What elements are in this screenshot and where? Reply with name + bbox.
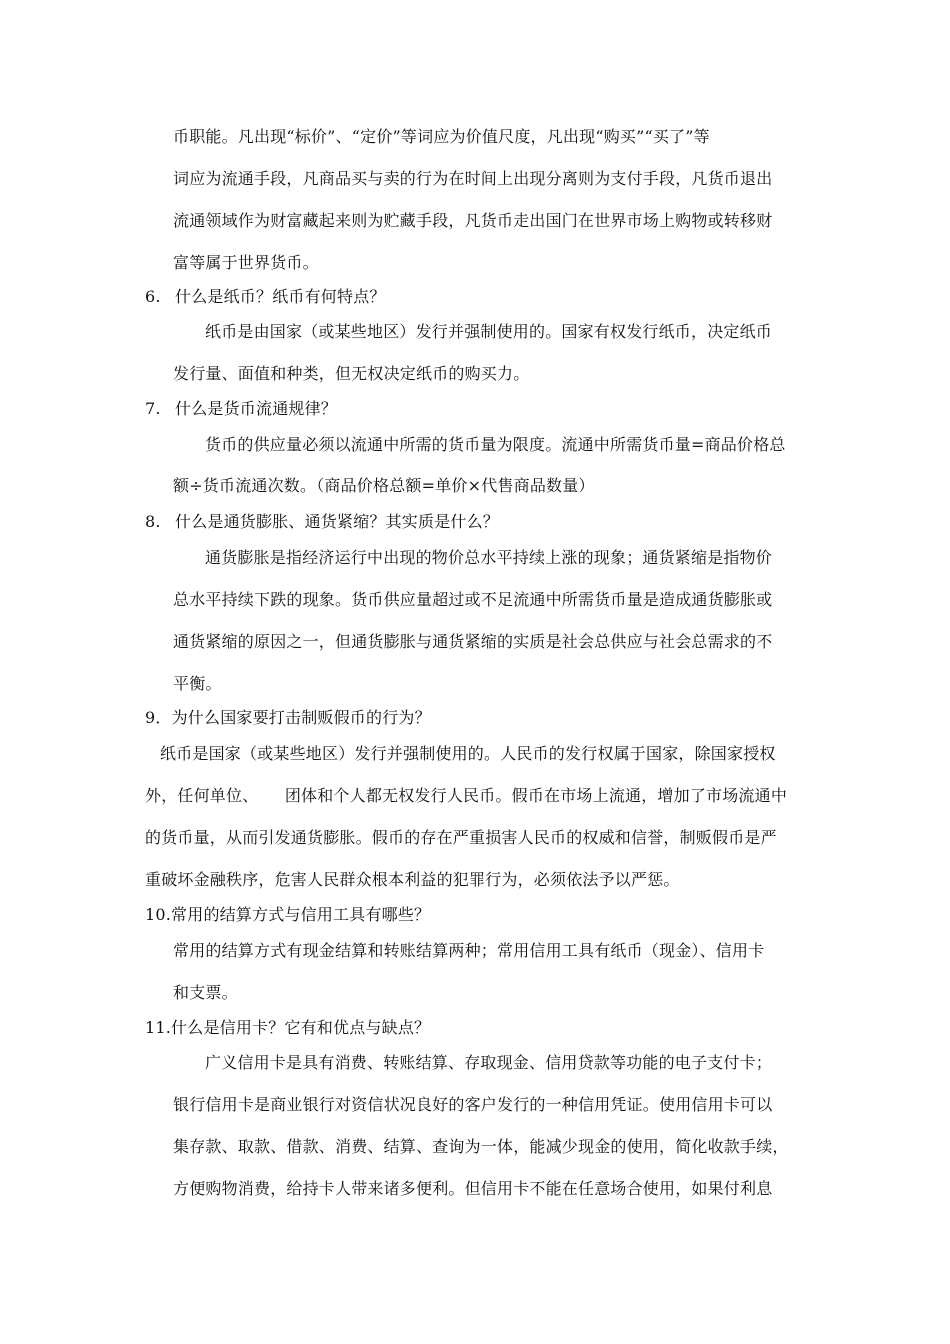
question-10 (145, 905, 430, 925)
answer-6-line-1: 纸币是由国家（或某些地区）发行并强制使用的。国家有权发行纸币，决定纸币 (205, 322, 773, 341)
answer-8-line-1: 通货膨胀是指经济运行中出现的物价总水平持续上涨的现象；通货紧缩是指物价 (205, 548, 773, 567)
answer-7-line-2: 额÷货币流通次数。（商品价格总额=单价×代售商品数量） (173, 476, 595, 495)
answer-11-line-1: 广义信用卡是具有消费、转账结算、存取现金、信用贷款等功能的电子支付卡； (205, 1053, 773, 1072)
question-11-text: 什么是信用卡？它有和优点与缺点？ (171, 1018, 431, 1037)
answer-9-line-4: 重破坏金融秩序，危害人民群众根本利益的犯罪行为，必须依法予以严惩。 (145, 870, 680, 889)
answer-9-line-2: 外，任何单位、 团体和个人都无权发行人民币。假币在市场上流通，增加了市场流通中 (145, 786, 788, 805)
answer-8-line-3: 通货紧缩的原因之一，但通货膨胀与通货紧缩的实质是社会总供应与社会总需求的不 (173, 632, 773, 651)
question-6-number: 6. (145, 287, 161, 306)
intro-line-4: 富等属于世界货币。 (173, 253, 319, 272)
intro-line-3: 流通领域作为财富藏起来则为贮藏手段，凡货币走出国门在世界市场上购物或转移财 (173, 211, 773, 230)
answer-9-line-3: 的货币量，从而引发通货膨胀。假币的存在严重损害人民币的权威和信誉，制贩假币是严 (145, 828, 777, 847)
question-7-number: 7. (145, 399, 161, 418)
question-10-text: 常用的结算方式与信用工具有哪些？ (171, 905, 431, 924)
question-9 (145, 708, 431, 728)
answer-10-line-2: 和支票。 (173, 983, 238, 1002)
intro-line-2: 词应为流通手段，凡商品买与卖的行为在时间上出现分离则为支付手段，凡货币退出 (173, 169, 773, 188)
question-10-number: 10. (145, 905, 172, 924)
question-11-number: 11. (145, 1018, 172, 1037)
answer-10-line-1: 常用的结算方式有现金结算和转账结算两种；常用信用工具有纸币（现金）、信用卡 (173, 941, 765, 960)
question-6 (145, 287, 386, 307)
question-9-number: 9． (145, 708, 172, 727)
answer-7-line-1: 货币的供应量必须以流通中所需的货币量为限度。流通中所需货币量=商品价格总 (205, 435, 786, 454)
question-8-number: 8. (145, 512, 161, 531)
answer-9-line-1: 纸币是国家（或某些地区）发行并强制使用的。人民币的发行权属于国家，除国家授权 (160, 744, 776, 763)
answer-11-line-4: 方便购物消费，给持卡人带来诸多便利。但信用卡不能在任意场合使用，如果付利息 (173, 1179, 773, 1198)
question-7-text: 什么是货币流通规律？ (175, 399, 338, 418)
question-8 (145, 512, 499, 532)
question-9-text: 为什么国家要打击制贩假币的行为？ (171, 708, 431, 727)
answer-8-line-4: 平衡。 (173, 674, 222, 693)
answer-8-line-2: 总水平持续下跌的现象。货币供应量超过或不足流通中所需货币量是造成通货膨胀或 (173, 590, 773, 609)
answer-6-line-2: 发行量、面值和种类，但无权决定纸币的购买力。 (173, 364, 530, 383)
question-8-text: 什么是通货膨胀、通货紧缩？其实质是什么？ (175, 512, 500, 531)
answer-11-line-2: 银行信用卡是商业银行对资信状况良好的客户发行的一种信用凭证。使用信用卡可以 (173, 1095, 773, 1114)
intro-line-1: 币职能。凡出现“标价”、“定价”等词应为价值尺度，凡出现“购买”“买了”等 (173, 127, 710, 146)
answer-11-line-3: 集存款、取款、借款、消费、结算、查询为一体，能减少现金的使用，简化收款手续， (173, 1137, 789, 1156)
question-11 (145, 1018, 430, 1038)
question-7 (145, 399, 337, 419)
question-6-text: 什么是纸币？纸币有何特点？ (175, 287, 386, 306)
